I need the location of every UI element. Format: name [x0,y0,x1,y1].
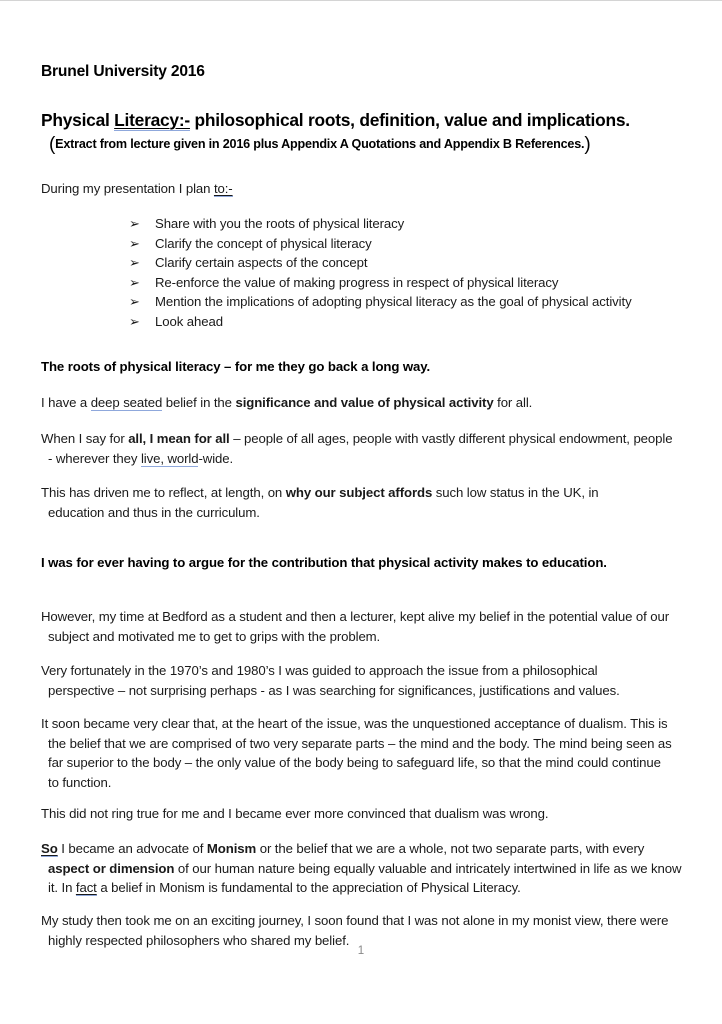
monism-text-3: of our human nature being equally valuable and intricately intertwined in life as we know it. In [48,860,682,895]
list-item-label: Clarify certain aspects of the concept [155,255,368,271]
section-heading-argue: I was for ever having to argue for the contribution that physical activity makes to education. [41,555,607,570]
paragraph-journey: My study then took me on an exciting journey, I soon found that I was not alone in my monist view, there were highly respected philosophers who shared my belief. [41,913,669,948]
reflect-emphasis: why our subject affords [285,485,433,500]
list-item [129,273,679,293]
belief-text-3: for all. [493,395,533,410]
arrowhead-bullet-icon: ➢ [129,313,140,329]
list-item-label: Look ahead [155,313,223,329]
list-item-label: Share with you the roots of physical literacy [155,216,405,231]
reflect-text-1: This has driven me to reflect, at length, on [41,485,286,500]
paragraph-1970s: Very fortunately in the 1970’s and 1980’s I was guided to approach the issue from a philosophical perspective – not surprising perhaps - as I was searching for significances, justifications and values. [41,663,620,698]
arrowhead-bullet-icon: ➢ [129,235,140,251]
list-item-label: Clarify the concept of physical literacy [155,235,372,251]
paragraph-monism [41,839,684,898]
list-item [129,253,679,273]
grammar-marked-phrase: deep seated [90,395,163,410]
monism-text-2: or the belief that we are a whole, not two separate parts, with every [256,841,645,856]
monism-so-term: So [41,841,58,856]
monism-text-1: I became an advocate of [57,841,207,856]
page-title-suffix: philosophical roots, definition, value and implications. [189,110,630,130]
document-header-title: Brunel University 2016 [41,63,205,80]
belief-emphasis: significance and value of physical activity [235,395,494,410]
page-title [41,109,630,131]
all-text-3: -wide. [198,450,234,466]
monism-emphasis-2: aspect or dimension [48,860,175,876]
reflect-text-2: such low status in the UK, in education and thus in the curriculum. [48,485,599,520]
list-item [129,312,679,332]
paragraph-belief [41,393,681,413]
section-heading-roots: The roots of physical literacy – for me they go back a long way. [41,359,431,374]
subtitle-text: Extract from lecture given in 2016 plus Appendix A Quotations and Appendix B References. [55,137,585,151]
belief-text-1: I have a [41,395,91,410]
paragraph-ring-true: This did not ring true for me and I became ever more convinced that dualism was wrong. [41,806,549,821]
arrowhead-bullet-icon: ➢ [129,294,140,310]
monism-fact-term: fact [75,880,97,895]
all-text-2: – people of all ages, people with vastly different physical endowment, people - wherever they [48,431,673,466]
list-item [129,214,679,234]
list-item [129,234,679,254]
agenda-bullet-list [129,214,679,332]
monism-text-4: a belief in Monism is fundamental to the appreciation of Physical Literacy. [96,880,521,895]
grammar-marked-phrase: live, world [140,450,199,466]
subtitle-close-paren: ) [584,134,591,155]
paragraph-dualism: It soon became very clear that, at the heart of the issue, was the unquestioned acceptance of dualism. This is the belief that we are comprised of two very separate parts – the mind and the body. The mind being seen as far superior to the body – the only value of the body being to safeguard life, so that the mind could continue to function. [41,716,672,790]
intro-underlined-term: to:- [213,181,233,196]
paragraph-bedford: However, my time at Bedford as a student and then a lecturer, kept alive my belief in the potential value of our subject and motivated me to get to grips with the problem. [41,609,670,644]
arrowhead-bullet-icon: ➢ [129,216,140,231]
paragraph-reflect [41,483,648,522]
list-item-label: Re-enforce the value of making progress in respect of physical literacy [155,274,559,290]
page-title-prefix: Physical [41,110,115,130]
page-subtitle [41,135,590,153]
page-title-underlined-term: Literacy:- [114,110,190,130]
page-number-footer: 1 [357,945,365,957]
all-emphasis: all, I mean for all [128,431,230,446]
monism-emphasis-1: Monism [206,841,257,856]
intro-text: During my presentation I plan [41,181,214,196]
arrowhead-bullet-icon: ➢ [129,274,140,290]
subtitle-open-paren: ( [49,134,56,155]
list-item [129,292,679,312]
all-text-1: When I say for [41,431,129,446]
paragraph-all [41,429,680,468]
arrowhead-bullet-icon: ➢ [129,255,140,271]
belief-text-2: belief in the [162,395,236,410]
list-item-label: Mention the implications of adopting physical literacy as the goal of physical activity [155,294,632,310]
intro-line [41,179,233,199]
